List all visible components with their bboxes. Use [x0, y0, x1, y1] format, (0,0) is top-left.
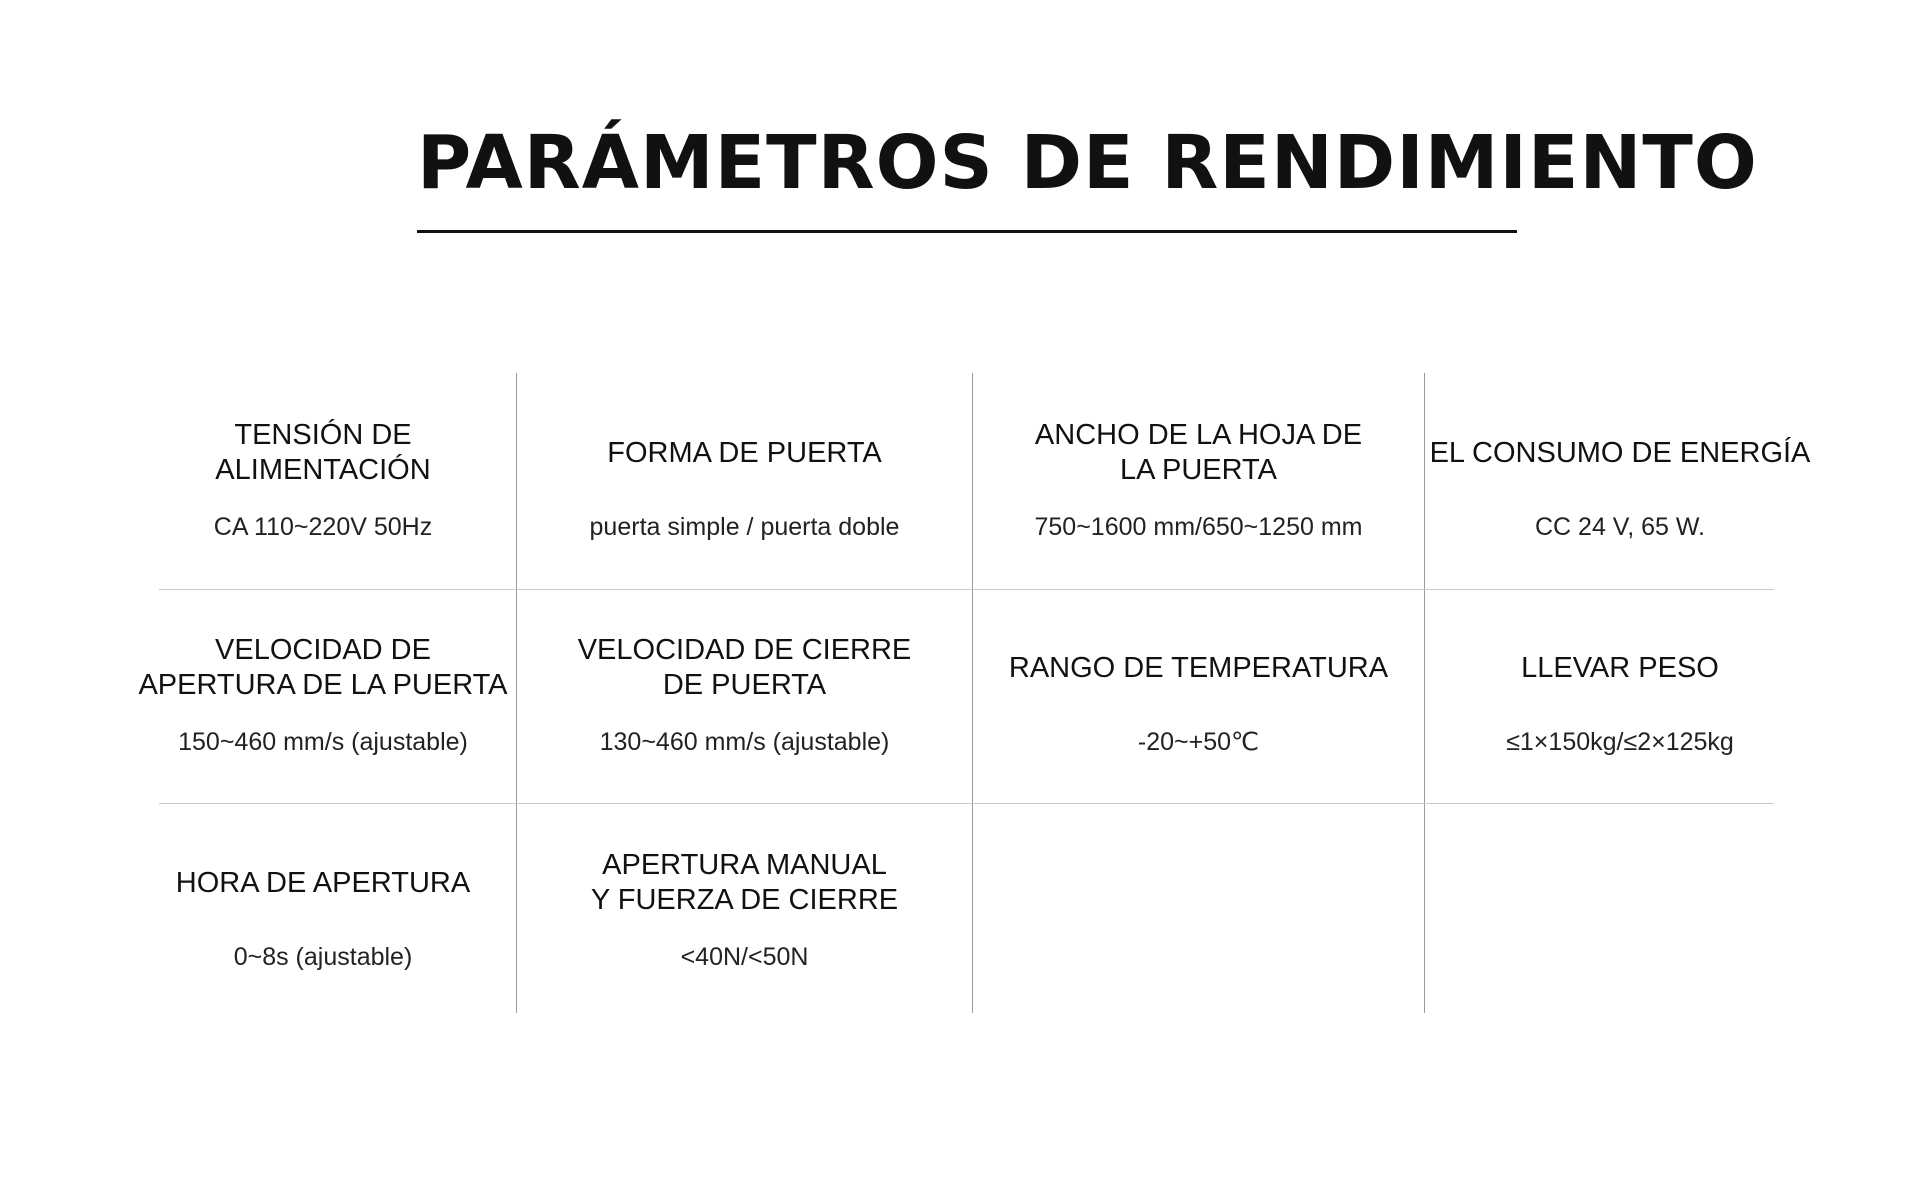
spec-label: VELOCIDAD DE CIERRE DE PUERTA [577, 634, 912, 701]
page-title: PARÁMETROS DE RENDIMIENTO [417, 120, 1758, 206]
spec-label: EL CONSUMO DE ENERGÍA [1429, 436, 1811, 469]
spec-cell-manual-force [517, 830, 972, 990]
spec-label: VELOCIDAD DE APERTURA DE LA PUERTA [138, 634, 508, 701]
spec-cell-leaf-width [973, 400, 1424, 560]
spec-value: ≤1×150kg/≤2×125kg [1506, 728, 1734, 756]
spec-label: ANCHO DE LA HOJA DE LA PUERTA [1034, 419, 1363, 486]
spec-value: 750~1600 mm/650~1250 mm [1034, 513, 1363, 541]
spec-value: CA 110~220V 50Hz [213, 513, 433, 541]
spec-cell-opening-time [130, 830, 516, 990]
spec-value: 130~460 mm/s (ajustable) [599, 728, 890, 756]
row-divider [159, 803, 1774, 804]
spec-cell-opening-speed [130, 615, 516, 775]
spec-label: HORA DE APERTURA [175, 866, 471, 899]
spec-label: TENSIÓN DE ALIMENTACIÓN [215, 419, 431, 486]
spec-label: RANGO DE TEMPERATURA [1008, 651, 1389, 684]
spec-cell-door-form [517, 400, 972, 560]
spec-value: CC 24 V, 65 W. [1535, 513, 1705, 541]
spec-value: 150~460 mm/s (ajustable) [178, 728, 468, 756]
spec-cell-temperature-range [973, 615, 1424, 775]
spec-value: -20~+50℃ [1137, 728, 1260, 756]
spec-cell-closing-speed [517, 615, 972, 775]
spec-value: puerta simple / puerta doble [589, 513, 900, 541]
spec-label: FORMA DE PUERTA [607, 436, 882, 469]
row-divider [159, 589, 1774, 590]
spec-label: APERTURA MANUAL Y FUERZA DE CIERRE [590, 849, 899, 916]
spec-value: 0~8s (ajustable) [233, 943, 413, 971]
spec-value: <40N/<50N [680, 943, 809, 971]
spec-label: LLEVAR PESO [1521, 651, 1719, 684]
spec-cell-load-weight [1425, 615, 1815, 775]
spec-cell-power-consumption [1425, 400, 1815, 560]
spec-cell-supply-voltage [130, 400, 516, 560]
